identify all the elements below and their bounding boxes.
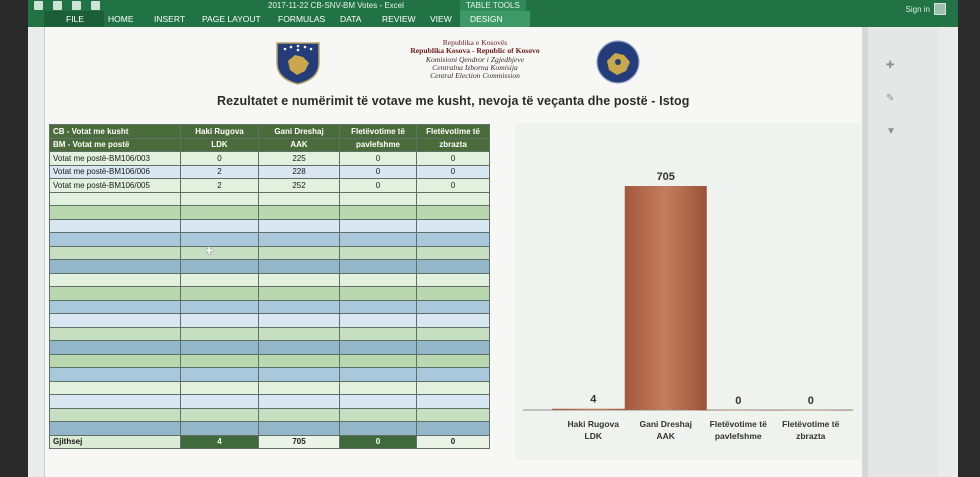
empty-row-cell[interactable]	[417, 408, 490, 422]
table-row-cell[interactable]: 0	[340, 165, 417, 179]
monitor-bezel-right	[958, 0, 980, 477]
side-toolbar	[886, 60, 906, 340]
empty-row-cell[interactable]	[50, 192, 181, 206]
sign-in-label[interactable]: Sign in	[905, 4, 930, 14]
header-row-1	[50, 125, 490, 139]
empty-row-cell[interactable]	[50, 260, 181, 274]
empty-row-cell[interactable]	[181, 273, 259, 287]
empty-row-cell[interactable]	[181, 287, 259, 301]
total-row-cell[interactable]: Gjithsej	[50, 435, 181, 449]
table-row-cell[interactable]: 0	[417, 152, 490, 166]
empty-row-cell[interactable]	[259, 192, 340, 206]
table-tools-label: TABLE TOOLS	[460, 0, 526, 11]
empty-row-cell[interactable]	[259, 381, 340, 395]
kosovo-emblem-icon	[273, 39, 323, 85]
empty-row-cell[interactable]	[417, 246, 490, 260]
empty-row	[50, 246, 490, 260]
empty-row-cell[interactable]	[50, 219, 181, 233]
empty-row-cell[interactable]	[181, 327, 259, 341]
empty-row-cell[interactable]	[417, 314, 490, 328]
sign-in[interactable]	[906, 3, 946, 15]
data-label: 705	[656, 171, 675, 183]
header-row-2-cell[interactable]: pavlefshme	[340, 138, 417, 152]
empty-row-cell[interactable]	[259, 260, 340, 274]
total-row-cell[interactable]: 705	[259, 435, 340, 449]
total-row-cell[interactable]: 0	[340, 435, 417, 449]
empty-row-cell[interactable]	[259, 233, 340, 247]
tab-file[interactable]: FILE	[44, 11, 104, 27]
tab-page-layout[interactable]: PAGE LAYOUT	[202, 14, 261, 24]
total-row	[50, 435, 490, 449]
empty-row-cell[interactable]	[259, 246, 340, 260]
empty-row-cell[interactable]	[50, 327, 181, 341]
header-line-2: Republika Kosova - Republic of Kosovo	[410, 46, 540, 56]
empty-row-cell[interactable]	[259, 273, 340, 287]
empty-row-cell[interactable]	[259, 314, 340, 328]
table-row-cell[interactable]: 225	[259, 152, 340, 166]
table-row-cell[interactable]: 228	[259, 165, 340, 179]
tick-label: AAK	[656, 431, 675, 441]
empty-row-cell[interactable]	[259, 341, 340, 355]
user-avatar-icon[interactable]	[934, 3, 946, 15]
cell-cursor-icon: ✚	[205, 246, 214, 257]
empty-row-cell[interactable]	[417, 273, 490, 287]
table-row-cell[interactable]: 0	[340, 152, 417, 166]
bar-chart	[515, 123, 861, 459]
empty-row	[50, 287, 490, 301]
empty-row-cell[interactable]	[340, 273, 417, 287]
empty-row	[50, 314, 490, 328]
tab-formulas[interactable]: FORMULAS	[278, 14, 326, 24]
table-row-cell[interactable]: Votat me postë-BM106/005	[50, 179, 181, 193]
empty-row-cell[interactable]	[259, 422, 340, 436]
data-label: 4	[590, 393, 597, 406]
table-row	[50, 152, 490, 166]
empty-row-cell[interactable]	[50, 314, 181, 328]
empty-row-cell[interactable]	[50, 395, 181, 409]
empty-row-cell[interactable]	[181, 314, 259, 328]
empty-row-cell[interactable]	[181, 381, 259, 395]
save-icon[interactable]	[53, 1, 62, 10]
empty-row-cell[interactable]	[50, 341, 181, 355]
empty-row-cell[interactable]	[417, 368, 490, 382]
empty-row-cell[interactable]	[181, 300, 259, 314]
empty-row-cell[interactable]	[259, 395, 340, 409]
empty-row-cell[interactable]	[340, 300, 417, 314]
cec-logo-icon	[593, 39, 643, 85]
empty-row-cell[interactable]	[340, 408, 417, 422]
empty-row-cell[interactable]	[417, 354, 490, 368]
tab-home[interactable]: HOME	[108, 14, 134, 24]
empty-row-cell[interactable]	[181, 192, 259, 206]
header-row-2	[50, 138, 490, 152]
header-row-1-cell[interactable]: Haki Rugova	[181, 125, 259, 139]
tab-review[interactable]: REVIEW	[382, 14, 416, 24]
table-row-cell[interactable]: 2	[181, 179, 259, 193]
empty-row-cell[interactable]	[340, 314, 417, 328]
chart-bar	[770, 410, 852, 411]
table-row-cell[interactable]: Votat me postë-BM106/006	[50, 165, 181, 179]
empty-row	[50, 192, 490, 206]
empty-row	[50, 300, 490, 314]
header-row-1-cell[interactable]: Gani Dreshaj	[259, 125, 340, 139]
chart-bar	[697, 410, 779, 411]
total-row-cell[interactable]: 0	[417, 435, 490, 449]
tick-label: pavlefshme	[714, 431, 762, 441]
undo-icon[interactable]	[72, 1, 81, 10]
empty-row-cell[interactable]	[259, 206, 340, 220]
empty-row-cell[interactable]	[417, 327, 490, 341]
table-row	[50, 165, 490, 179]
empty-row-cell[interactable]	[50, 287, 181, 301]
empty-row	[50, 354, 490, 368]
tick-label: zbrazta	[796, 431, 826, 441]
empty-row-cell[interactable]	[50, 368, 181, 382]
empty-row-cell[interactable]	[340, 381, 417, 395]
empty-row-cell[interactable]	[259, 327, 340, 341]
empty-row-cell[interactable]	[50, 273, 181, 287]
empty-row-cell[interactable]	[50, 206, 181, 220]
tick-label: Haki Rugova	[567, 419, 619, 429]
table-row-cell[interactable]: 2	[181, 165, 259, 179]
empty-row	[50, 233, 490, 247]
empty-row-cell[interactable]	[259, 219, 340, 233]
empty-row-cell[interactable]	[417, 341, 490, 355]
empty-row-cell[interactable]	[417, 206, 490, 220]
empty-row-cell[interactable]	[340, 368, 417, 382]
empty-row	[50, 368, 490, 382]
empty-row-cell[interactable]	[417, 233, 490, 247]
empty-row	[50, 273, 490, 287]
empty-row-cell[interactable]	[340, 260, 417, 274]
empty-row-cell[interactable]	[259, 300, 340, 314]
worksheet[interactable]	[44, 27, 862, 477]
report-title: Rezultatet e numërimit të votave me kusht, nevoja të veçanta dhe postë - Istog	[217, 94, 690, 108]
empty-row-cell[interactable]	[181, 422, 259, 436]
empty-row-cell[interactable]	[340, 233, 417, 247]
redo-icon[interactable]	[91, 1, 100, 10]
tick-label: Fletëvotime të	[709, 419, 767, 429]
empty-row-cell[interactable]	[259, 408, 340, 422]
empty-row	[50, 422, 490, 436]
results-table	[49, 124, 490, 449]
table-row-cell[interactable]: 0	[417, 179, 490, 193]
table-row-cell[interactable]: 0	[340, 179, 417, 193]
empty-row-cell[interactable]	[340, 395, 417, 409]
empty-row-cell[interactable]	[340, 327, 417, 341]
header-line-4: Centralna Izborna Komisija	[432, 62, 518, 72]
header-row-1-cell[interactable]: Fletëvotime të	[417, 125, 490, 139]
empty-row-cell[interactable]	[50, 246, 181, 260]
empty-row-cell[interactable]	[417, 260, 490, 274]
document-title: 2017-11-22 CB-SNV-BM Votes - Excel	[268, 1, 404, 10]
empty-row-cell[interactable]	[50, 381, 181, 395]
table-row-cell[interactable]: 0	[181, 152, 259, 166]
empty-row-cell[interactable]	[181, 233, 259, 247]
header-row-1-cell[interactable]: CB - Votat me kusht	[50, 125, 181, 139]
empty-row	[50, 395, 490, 409]
empty-row	[50, 408, 490, 422]
empty-row-cell[interactable]	[181, 246, 259, 260]
header-line-3: Komisioni Qendror i Zgjedhjeve	[425, 54, 525, 64]
excel-icon	[34, 1, 43, 10]
header-row-1-cell[interactable]: Fletëvotime të	[340, 125, 417, 139]
empty-row	[50, 260, 490, 274]
header-line-1: Republika e Kosovës	[442, 38, 508, 47]
empty-row-cell[interactable]	[340, 219, 417, 233]
empty-row-cell[interactable]	[50, 233, 181, 247]
header-row-2-cell[interactable]: zbrazta	[417, 138, 490, 152]
table-row-cell[interactable]: Votat me postë-BM106/003	[50, 152, 181, 166]
empty-row-cell[interactable]	[417, 422, 490, 436]
results-chart[interactable]	[515, 123, 861, 459]
table-row-cell[interactable]: 0	[417, 165, 490, 179]
empty-row-cell[interactable]	[181, 260, 259, 274]
empty-row-cell[interactable]	[417, 300, 490, 314]
empty-row-cell[interactable]	[340, 341, 417, 355]
data-label: 0	[735, 395, 742, 407]
empty-row-cell[interactable]	[340, 192, 417, 206]
empty-row-cell[interactable]	[50, 422, 181, 436]
quick-access-toolbar	[34, 0, 100, 10]
empty-row-cell[interactable]	[50, 408, 181, 422]
institution-header	[375, 39, 575, 80]
empty-row-cell[interactable]	[181, 206, 259, 220]
empty-row-cell[interactable]	[181, 408, 259, 422]
empty-row-cell[interactable]	[340, 287, 417, 301]
tick-label: Fletëvotime të	[782, 419, 840, 429]
empty-row-cell[interactable]	[340, 354, 417, 368]
tab-view[interactable]: VIEW	[430, 14, 452, 24]
empty-row	[50, 341, 490, 355]
empty-row-cell[interactable]	[417, 381, 490, 395]
chart-elements-icon[interactable]: ✚	[886, 60, 895, 71]
empty-row-cell[interactable]	[259, 354, 340, 368]
empty-row-cell[interactable]	[259, 287, 340, 301]
empty-row-cell[interactable]	[417, 219, 490, 233]
empty-row-cell[interactable]	[50, 300, 181, 314]
tab-design[interactable]: DESIGN	[460, 11, 530, 27]
tick-label: Gani Dreshaj	[639, 419, 692, 429]
chart-styles-icon[interactable]: ✎	[886, 93, 895, 104]
header-row-2-cell[interactable]: AAK	[259, 138, 340, 152]
chart-bar	[552, 409, 634, 410]
empty-row-cell[interactable]	[417, 192, 490, 206]
empty-row-cell[interactable]	[340, 422, 417, 436]
empty-row-cell[interactable]	[340, 246, 417, 260]
empty-row-cell[interactable]	[181, 354, 259, 368]
empty-row-cell[interactable]	[417, 287, 490, 301]
total-row-cell[interactable]: 4	[181, 435, 259, 449]
empty-row	[50, 381, 490, 395]
chart-filter-icon[interactable]: ▼	[886, 126, 896, 137]
empty-row-cell[interactable]	[181, 341, 259, 355]
empty-row	[50, 327, 490, 341]
data-label: 0	[807, 395, 814, 407]
title-bar	[28, 0, 958, 11]
empty-row	[50, 206, 490, 220]
monitor-bezel-left	[0, 0, 28, 477]
table-row-cell[interactable]: 252	[259, 179, 340, 193]
empty-row	[50, 219, 490, 233]
empty-row-cell[interactable]	[259, 368, 340, 382]
tab-insert[interactable]: INSERT	[154, 14, 186, 24]
empty-row-cell[interactable]	[181, 395, 259, 409]
chart-bar	[625, 186, 707, 410]
empty-row-cell[interactable]	[417, 395, 490, 409]
header-row-2-cell[interactable]: LDK	[181, 138, 259, 152]
empty-row-cell[interactable]	[340, 206, 417, 220]
empty-row-cell[interactable]	[50, 354, 181, 368]
empty-row-cell[interactable]	[181, 368, 259, 382]
table-row	[50, 179, 490, 193]
tick-label: LDK	[584, 431, 602, 441]
header-row-2-cell[interactable]: BM - Votat me postë	[50, 138, 181, 152]
header-line-5: Central Election Commission	[430, 71, 520, 81]
empty-row-cell[interactable]	[181, 219, 259, 233]
tab-data[interactable]: DATA	[340, 14, 362, 24]
excel-window	[28, 0, 958, 477]
